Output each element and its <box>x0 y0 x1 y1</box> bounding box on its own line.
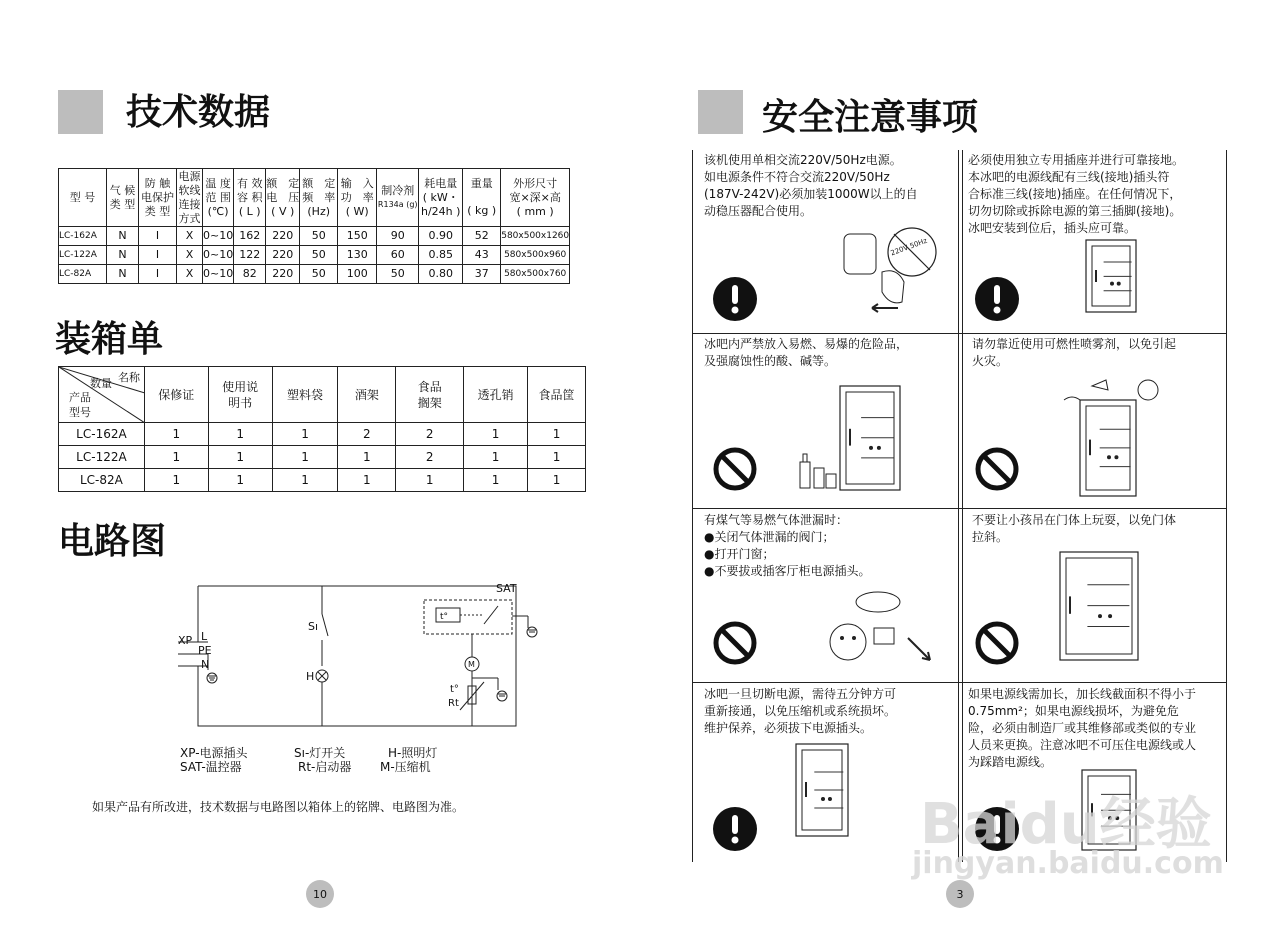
pack-cell: 2 <box>338 423 396 446</box>
grid-line <box>962 150 963 862</box>
tech-header-line: (Hz) <box>307 204 331 218</box>
pack-row <box>59 423 586 446</box>
pack-header-line: 酒架 <box>354 387 379 402</box>
spray-illustration <box>1062 376 1172 412</box>
grid-line <box>692 682 1227 683</box>
tech-cell: N <box>107 265 139 284</box>
pack-corner-cell <box>59 367 145 423</box>
pack-cell: 1 <box>464 469 528 492</box>
safety-text-line: 冰吧安装到位后，插头应可靠。 <box>968 221 1137 235</box>
tech-cell: 220 <box>266 265 300 284</box>
tech-cell: X <box>177 227 203 246</box>
pack-header-line: 透孔销 <box>477 387 514 402</box>
tech-cell: X <box>177 265 203 284</box>
safety-cell <box>704 686 952 737</box>
safety-text-line: 该机使用单相交流220V/50Hz电源。 <box>704 153 902 167</box>
pack-header-line: 保修证 <box>158 387 195 402</box>
tech-header-line: h/24h ) <box>421 204 461 218</box>
svg-text:220V 50Hz: 220V 50Hz <box>889 236 929 258</box>
pack-cell: 1 <box>272 423 338 446</box>
safety-text-line: ●打开门窗； <box>704 547 775 561</box>
tech-cell: N <box>107 246 139 265</box>
safety-text-line: 拉斜。 <box>972 530 1009 544</box>
section-marker <box>58 90 103 134</box>
tech-cell: 0~10 <box>203 246 234 265</box>
pack-cell: LC-162A <box>59 423 145 446</box>
pack-header-cell <box>338 367 396 423</box>
pack-cell: 1 <box>528 469 586 492</box>
tech-header-cell <box>59 169 107 227</box>
tech-header-line <box>463 191 500 204</box>
pack-header-cell <box>396 367 464 423</box>
label-m: M <box>468 660 475 669</box>
safety-text-line: 及强腐蚀性的酸、碱等。 <box>704 354 837 368</box>
legend-c: H-照明灯 <box>388 746 438 760</box>
pack-cell: LC-82A <box>59 469 145 492</box>
safety-text-line: (187V-242V)必须加装1000W以上的自 <box>704 187 918 201</box>
tech-cell: 50 <box>300 265 338 284</box>
tech-header-line: 电 压 <box>266 190 300 204</box>
tech-cell: N <box>107 227 139 246</box>
pack-cell: LC-122A <box>59 446 145 469</box>
plug-socket-illustration-text <box>882 232 942 262</box>
tech-header-line: 额 定 <box>302 176 336 190</box>
tech-header-line: 容 积 <box>236 190 263 204</box>
pack-header-cell <box>208 367 272 423</box>
tech-header-line: 连接 <box>178 197 201 211</box>
pack-cell: 1 <box>338 446 396 469</box>
page-number-right: 3 <box>946 880 974 908</box>
safety-text-line: 如电源条件不符合交流220V/50Hz <box>704 170 890 184</box>
legend-e: Rt-启动器 <box>298 760 352 774</box>
tech-cell: I <box>139 265 177 284</box>
label-t2: t° <box>450 684 459 695</box>
tech-header-line: 类 型 <box>144 204 171 218</box>
tech-cell: 100 <box>338 265 377 284</box>
fridge-illustration <box>794 742 852 842</box>
bottles-illustration <box>796 444 838 492</box>
tech-header-line: 防 触 <box>144 176 171 190</box>
tech-header-cell <box>139 169 177 227</box>
tech-cell: I <box>139 227 177 246</box>
tech-header-line: ( kW・ <box>422 190 459 204</box>
tech-cell: 580x500x760 <box>501 265 570 284</box>
tech-cell: LC-162A <box>59 227 107 246</box>
pack-cell: 1 <box>396 469 464 492</box>
fridge-illustration <box>838 384 904 496</box>
tech-cell: 82 <box>234 265 266 284</box>
must-icon <box>712 806 758 856</box>
packing-list-table <box>58 366 586 492</box>
must-icon <box>974 276 1020 326</box>
tech-header-line: 温 度 <box>205 176 231 190</box>
label-t: t° <box>440 612 449 622</box>
tech-header-cell <box>107 169 139 227</box>
pack-cell: 1 <box>338 469 396 492</box>
safety-text-line: 必须使用独立专用插座并进行可靠接地。 <box>968 153 1185 167</box>
pack-cell: 1 <box>144 423 208 446</box>
pack-header-line: 搁架 <box>417 395 442 410</box>
tech-header-cell <box>501 169 570 227</box>
tech-header-cell <box>203 169 234 227</box>
safety-cell <box>704 512 952 580</box>
tech-header-line: ( mm ) <box>516 204 554 218</box>
legend-a: XP-电源插头 <box>180 746 248 760</box>
tech-cell: 50 <box>300 246 338 265</box>
pack-header-line: 塑料袋 <box>287 387 324 402</box>
legend-b: Sı-灯开关 <box>294 746 346 760</box>
tech-header-line: 类 型 <box>109 197 136 211</box>
tech-data-title: 技术数据 <box>126 92 271 133</box>
safety-text-line: ●关闭气体泄漏的阀门； <box>704 530 835 544</box>
label-xp: XP <box>178 634 193 647</box>
tech-cell: 0~10 <box>203 227 234 246</box>
safety-text-line: 切勿切除或拆除电源的第三插脚(接地)。 <box>968 204 1182 218</box>
pack-header-line: 食品 <box>417 379 442 394</box>
safety-cell <box>968 152 1220 237</box>
grid-line <box>692 333 1227 334</box>
tech-header-line: 输 入 <box>340 176 374 190</box>
safety-text-line: 险，必须由制造厂或其维修部或类似的专业 <box>968 721 1197 735</box>
pack-cell: 2 <box>396 446 464 469</box>
legend-f: M-压缩机 <box>380 760 431 774</box>
tech-header-line: (℃) <box>207 204 229 218</box>
tech-cell: 50 <box>377 265 419 284</box>
safety-text-line: 火灾。 <box>972 354 1009 368</box>
tech-cell: 90 <box>377 227 419 246</box>
label-h: H <box>306 670 315 683</box>
safety-text-line: 不要让小孩吊在门体上玩耍，以免门体 <box>972 513 1177 527</box>
pack-cell: 1 <box>208 469 272 492</box>
safety-text-line: 重新接通，以免压缩机或系统损坏。 <box>704 704 897 718</box>
legend-d: SAT-温控器 <box>180 760 242 774</box>
prohibit-icon <box>974 620 1020 670</box>
pack-cell: 1 <box>208 446 272 469</box>
grid-line <box>958 150 959 862</box>
tech-header-line: 软线 <box>178 183 201 197</box>
tech-cell: 50 <box>300 227 338 246</box>
circuit-title: 电路图 <box>58 521 167 562</box>
safety-cell <box>704 152 952 220</box>
tech-cell: 60 <box>377 246 419 265</box>
tech-header-line: 制冷剂 <box>381 183 415 197</box>
prohibit-icon <box>712 446 758 496</box>
tech-cell: 43 <box>463 246 501 265</box>
section-marker <box>698 90 743 134</box>
tech-cell: 150 <box>338 227 377 246</box>
pack-cell: 1 <box>144 446 208 469</box>
safety-text-line: 人员来更换。注意冰吧不可压住电源线或人 <box>968 738 1197 752</box>
tech-cell: 220 <box>266 246 300 265</box>
tech-cell: 580x500x960 <box>501 246 570 265</box>
tech-header-line: 气 候 <box>109 183 136 197</box>
pack-header-cell <box>144 367 208 423</box>
safety-text-line: 冰吧一旦切断电源，需待五分钟方可 <box>704 687 897 701</box>
safety-cell <box>704 336 952 370</box>
fridge-illustration <box>1058 550 1142 666</box>
tech-cell: 580x500x1260 <box>501 227 570 246</box>
tech-data-table <box>58 168 570 284</box>
packing-list-title: 装箱单 <box>55 319 164 360</box>
tech-header-line: 功 率 <box>340 190 374 204</box>
safety-text-line: 维护保养，必须拔下电源插头。 <box>704 721 873 735</box>
tech-header-line: 电源 <box>178 169 201 183</box>
tech-cell: 130 <box>338 246 377 265</box>
tech-header-line: ( L ) <box>238 204 261 218</box>
tech-header-cell <box>177 169 203 227</box>
tech-cell: X <box>177 246 203 265</box>
safety-cell <box>972 512 1224 546</box>
corner-qty: 数量 <box>90 377 112 390</box>
pack-cell: 1 <box>528 423 586 446</box>
watermark-brand: Baidu经验 <box>920 792 1212 857</box>
safety-title: 安全注意事项 <box>762 97 979 138</box>
tech-header-line: 重量 <box>470 177 493 190</box>
corner-name: 名称 <box>118 371 140 384</box>
tech-header-cell <box>266 169 300 227</box>
tech-header-cell <box>234 169 266 227</box>
tech-header-line: 有 效 <box>236 176 263 190</box>
tech-header-line: 外形尺寸 <box>513 176 558 190</box>
safety-text-line: 冰吧内严禁放入易燃、易爆的危险品， <box>704 337 909 351</box>
tech-header-line: ( kg ) <box>467 204 497 217</box>
pack-cell: 1 <box>208 423 272 446</box>
safety-text-line: ●不要拔或插客厅柜电源插头。 <box>704 564 871 578</box>
tech-header-line: 方式 <box>178 211 201 225</box>
pack-header-cell <box>464 367 528 423</box>
safety-text-line: 为踩踏电源线。 <box>968 755 1053 769</box>
pack-cell: 1 <box>272 469 338 492</box>
corner-model: 型号 <box>69 406 91 419</box>
tech-cell: 162 <box>234 227 266 246</box>
tech-header-line: ( V ) <box>271 204 295 218</box>
grid-line <box>692 150 693 862</box>
pack-cell: 1 <box>272 446 338 469</box>
tech-cell: 122 <box>234 246 266 265</box>
pack-cell: 2 <box>396 423 464 446</box>
prohibit-icon <box>974 446 1020 496</box>
fridge-illustration <box>1078 398 1140 502</box>
safety-text-line: 合标准三线(接地)插座。在任何情况下， <box>968 187 1182 201</box>
page-number-left: 10 <box>306 880 334 908</box>
pack-header-cell <box>272 367 338 423</box>
safety-text-line: 动稳压器配合使用。 <box>704 204 813 218</box>
must-icon <box>712 276 758 326</box>
corner-product: 产品 <box>69 391 91 404</box>
tech-cell: 0~10 <box>203 265 234 284</box>
tech-cell: 0.85 <box>419 246 463 265</box>
safety-text-line: 本冰吧的电源线配有三线(接地)插头符 <box>968 170 1170 184</box>
tech-cell: LC-82A <box>59 265 107 284</box>
tech-cell: 0.80 <box>419 265 463 284</box>
pack-row <box>59 446 586 469</box>
watermark-url: jingyan.baidu.com <box>912 846 1224 881</box>
tech-row <box>59 246 570 265</box>
tech-header-cell <box>377 169 419 227</box>
safety-cell <box>972 336 1224 370</box>
safety-text-line: 如果电源线需加长，加长线截面积不得小于 <box>968 687 1197 701</box>
label-si: Sı <box>308 620 319 633</box>
tech-header-line: 额 定 <box>266 176 300 190</box>
tech-header-cell <box>463 169 501 227</box>
gas-leak-illustration <box>818 578 948 674</box>
pack-header-line: 食品筐 <box>538 387 575 402</box>
grid-line <box>1226 150 1227 862</box>
tech-header-line: 频 率 <box>302 190 336 204</box>
tech-header-cell <box>300 169 338 227</box>
pack-header-line: 明书 <box>228 395 253 410</box>
tech-header-cell <box>419 169 463 227</box>
tech-row <box>59 265 570 284</box>
pack-header-cell <box>528 367 586 423</box>
tech-header-line: 宽×深×高 <box>509 190 561 204</box>
safety-text-line: 有煤气等易燃气体泄漏时： <box>704 513 849 527</box>
label-n: N <box>201 658 210 671</box>
pack-cell: 1 <box>528 446 586 469</box>
label-rt: Rt <box>448 698 459 709</box>
tech-row <box>59 227 570 246</box>
safety-text-line: 请勿靠近使用可燃性喷雾剂，以免引起 <box>972 337 1177 351</box>
circuit-diagram <box>168 570 588 760</box>
tech-cell: 220 <box>266 227 300 246</box>
tech-header-line: R134a (g) <box>377 199 418 209</box>
tech-header-line: 耗电量 <box>424 176 458 190</box>
pack-row <box>59 469 586 492</box>
tech-header-line: 电保护 <box>141 190 174 204</box>
pack-cell: 1 <box>464 423 528 446</box>
tech-header-cell <box>338 169 377 227</box>
tech-cell: 37 <box>463 265 501 284</box>
tech-cell: 0.90 <box>419 227 463 246</box>
tech-cell: I <box>139 246 177 265</box>
tech-header-line: ( W) <box>345 204 369 218</box>
fridge-illustration <box>1084 238 1140 318</box>
tech-cell: 52 <box>463 227 501 246</box>
improvement-note: 如果产品有所改进，技术数据与电路图以箱体上的铭牌、电路图为准。 <box>92 800 465 814</box>
safety-text-line: 0.75mm²；如果电源线损坏，为避免危 <box>968 704 1179 718</box>
prohibit-icon <box>712 620 758 670</box>
tech-cell: LC-122A <box>59 246 107 265</box>
pack-header-line: 使用说 <box>222 379 259 394</box>
pack-cell: 1 <box>464 446 528 469</box>
label-sat: SAT <box>496 582 517 595</box>
label-l: L <box>201 630 208 643</box>
pack-cell: 1 <box>144 469 208 492</box>
grid-line <box>692 508 1227 509</box>
tech-header-line: 型 号 <box>69 190 96 204</box>
label-pe: PE <box>198 644 212 657</box>
tech-header-line: 范 围 <box>205 190 231 204</box>
safety-cell <box>968 686 1220 771</box>
